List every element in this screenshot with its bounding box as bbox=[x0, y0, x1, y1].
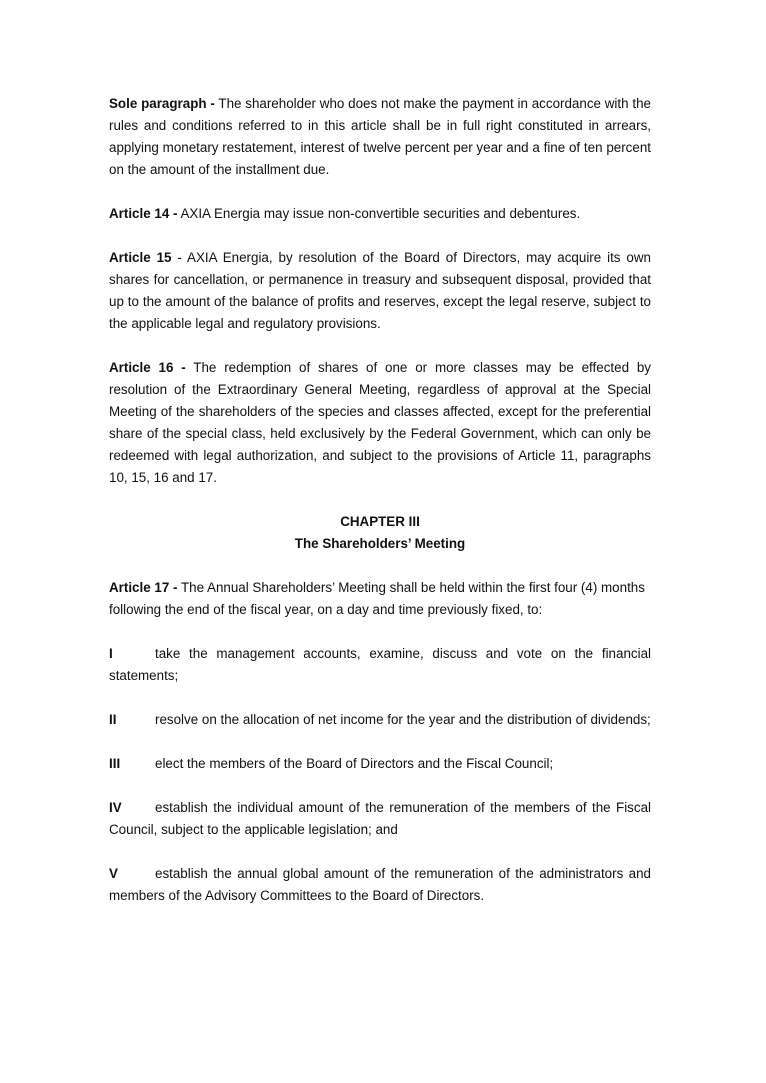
item-numeral: III bbox=[109, 756, 121, 771]
list-item-iv bbox=[109, 797, 651, 841]
article-text: AXIA Energia may issue non-convertible securities and debentures. bbox=[177, 206, 581, 221]
paragraph-text: The shareholder who does not make the payment in accordance with the rules and conditions referred to in this article shall be in full right constituted in arrears, applying monetary restatement, interest of twelve percent per year and a fine of ten percent on the amount of the installment due. bbox=[109, 96, 651, 177]
item-numeral: I bbox=[109, 646, 113, 661]
list-item-v bbox=[109, 863, 651, 907]
article-text: The Annual Shareholders’ Meeting shall be held within the first four (4) months following the end of the fiscal year, on a day and time previously fixed, to: bbox=[109, 580, 645, 617]
article-15 bbox=[109, 247, 651, 335]
paragraph-label: Sole paragraph - bbox=[109, 96, 215, 111]
chapter-number: CHAPTER III bbox=[340, 514, 420, 529]
item-text: take the management accounts, examine, discuss and vote on the financial statements; bbox=[109, 646, 651, 683]
item-text: establish the annual global amount of the remuneration of the administrators and members of the Advisory Committees to the Board of Directors. bbox=[109, 866, 651, 903]
item-text: resolve on the allocation of net income for the year and the distribution of dividends; bbox=[155, 712, 651, 727]
item-text: elect the members of the Board of Directors and the Fiscal Council; bbox=[155, 756, 554, 771]
list-item-iii bbox=[109, 753, 651, 775]
item-numeral: II bbox=[109, 712, 117, 727]
article-text: - AXIA Energia, by resolution of the Board of Directors, may acquire its own shares for cancellation, or permanence in treasury and subsequent disposal, provided that up to the amount of the balance of profits and reserves, except the legal reserve, subject to the applicable legal and regulatory provisions. bbox=[109, 250, 651, 331]
article-17 bbox=[109, 577, 651, 621]
article-label: Article 17 - bbox=[109, 580, 178, 595]
article-14 bbox=[109, 203, 651, 225]
document-page bbox=[109, 93, 651, 929]
article-16 bbox=[109, 357, 651, 489]
item-numeral: IV bbox=[109, 800, 122, 815]
chapter-heading bbox=[109, 511, 651, 555]
list-item-i bbox=[109, 643, 651, 687]
item-numeral: V bbox=[109, 866, 118, 881]
chapter-title: The Shareholders’ Meeting bbox=[294, 536, 466, 551]
article-label: Article 16 - bbox=[109, 360, 186, 375]
sole-paragraph bbox=[109, 93, 651, 181]
item-text: establish the individual amount of the remuneration of the members of the Fiscal Council, subject to the applicable legislation; and bbox=[109, 800, 651, 837]
article-text: The redemption of shares of one or more classes may be effected by resolution of the Extraordinary General Meeting, regardless of approval at the Special Meeting of the shareholders of the species and classes affected, except for the preferential share of the special class, held exclusively by the Federal Government, which can only be redeemed with legal authorization, and subject to the provisions of Article 11, paragraphs 10, 15, 16 and 17. bbox=[109, 360, 651, 485]
article-label: Article 15 bbox=[109, 250, 172, 265]
article-label: Article 14 - bbox=[109, 206, 178, 221]
list-item-ii bbox=[109, 709, 651, 731]
